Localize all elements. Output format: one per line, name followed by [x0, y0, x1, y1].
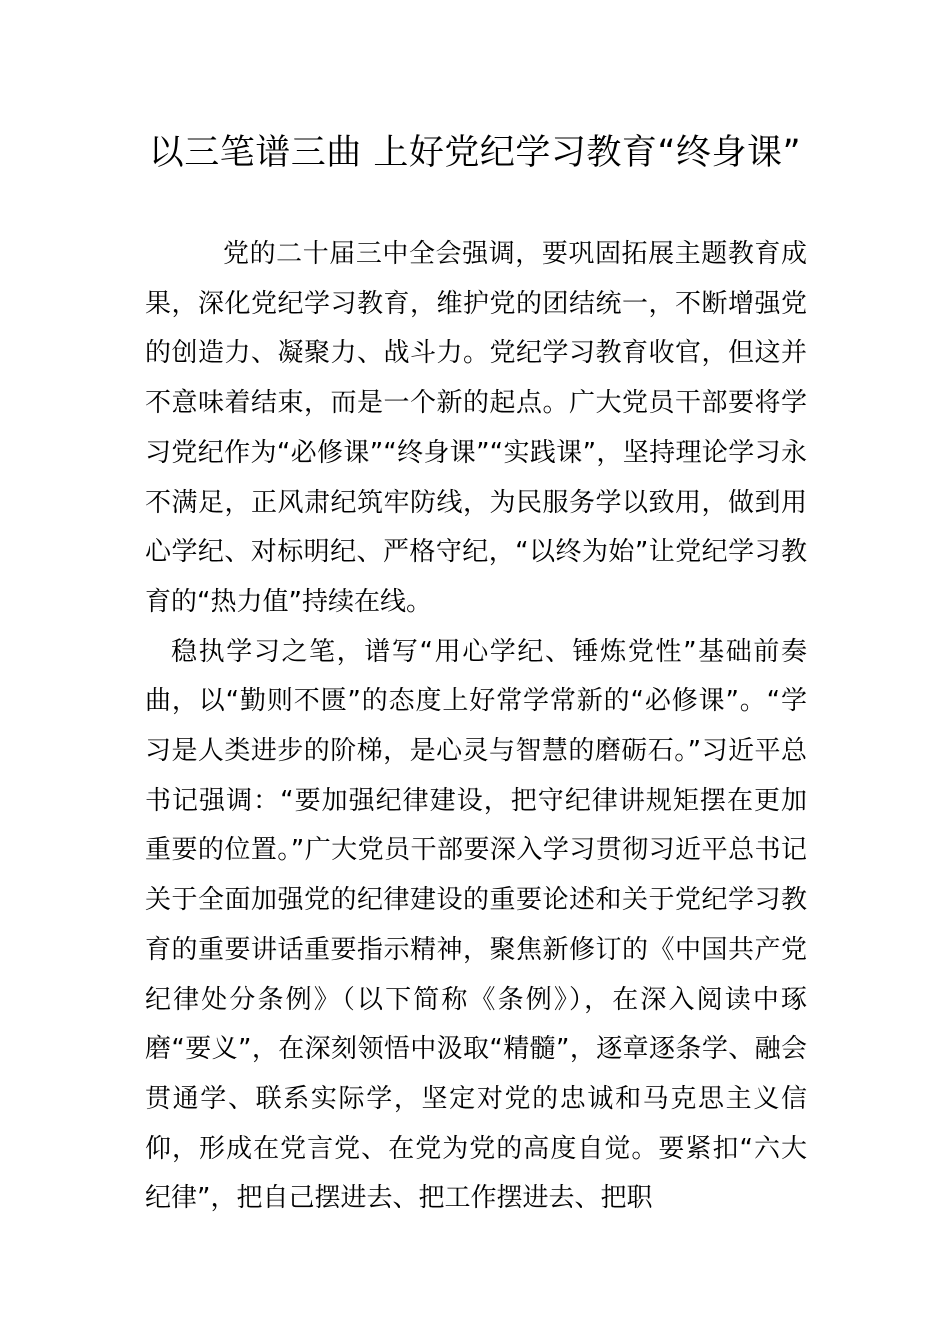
- paragraph-2: 稳执学习之笔，谱写“用心学纪、锤炼党性”基础前奏曲，以“勤则不匮”的态度上好常学常新的“必修课”。“学习是人类进步的阶梯，是心灵与智慧的磨砺石。”习近平总书记强调：“要加强纪律建设，把守纪律讲规矩摆在更加重要的位置。”广大党员干部要深入学习贯彻习近平总书记关于全面加强党的纪律建设的重要论述和关于党纪学习教育的重要讲话重要指示精神，聚焦新修订的《中国共产党纪律处分条例》（以下简称《条例》），在深入阅读中琢磨“要义”，在深刻领悟中汲取“精髓”，逐章逐条学、融会贯通学、联系实际学，坚定对党的忠诚和马克思主义信仰，形成在党言党、在党为党的高度自觉。要紧扣“六大纪律”，把自己摆进去、把工作摆进去、把职: [145, 636, 807, 1214]
- document-body: [145, 230, 807, 1224]
- paragraph-1: 党的二十届三中全会强调，要巩固拓展主题教育成果，深化党纪学习教育，维护党的团结统一，不断增强党的创造力、凝聚力、战斗力。党纪学习教育收官，但这并不意味着结束，而是一个新的起点。广大党员干部要将学习党纪作为“必修课”“终身课”“实践课”，坚持理论学习永不满足，正风肃纪筑牢防线，为民服务学以致用，做到用心学纪、对标明纪、严格守纪，“以终为始”让党纪学习教育的“热力值”持续在线。: [145, 239, 807, 617]
- document-title: 以三笔谱三曲 上好党纪学习教育“终身课”: [148, 133, 802, 173]
